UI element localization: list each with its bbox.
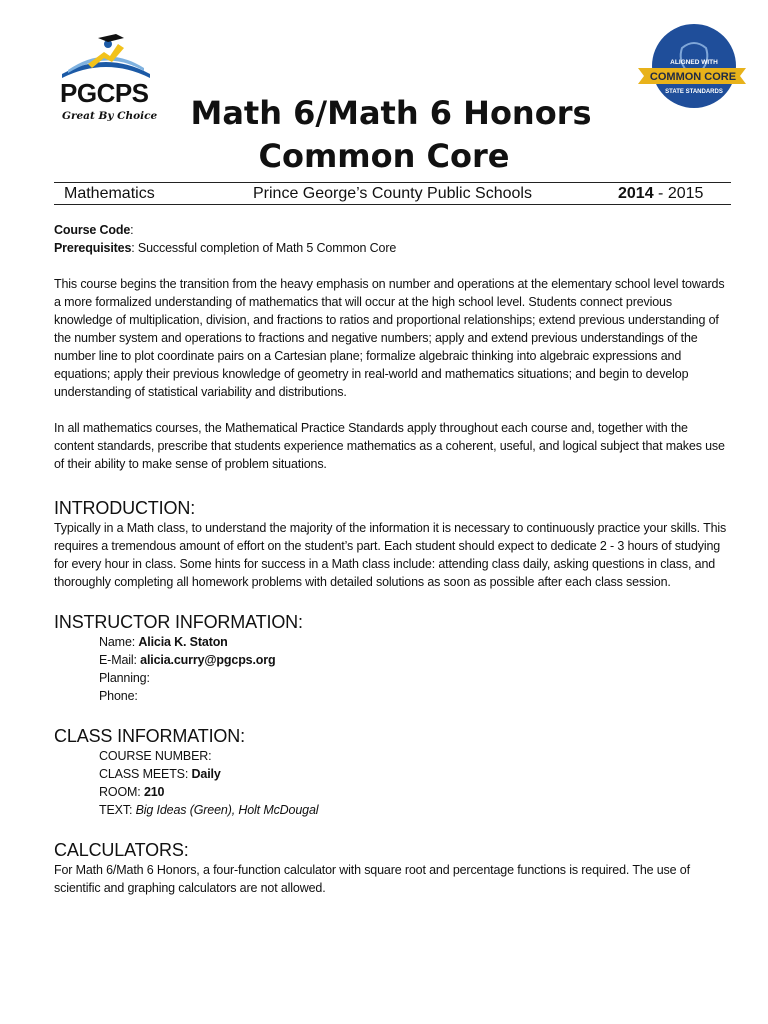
logo-acronym: PGCPS [60, 78, 149, 108]
year-start: 2014 [618, 185, 654, 202]
badge-line2: COMMON CORE [649, 71, 737, 83]
header-top-rule [54, 182, 731, 183]
badge-line3: STATE STANDARDS [665, 89, 723, 95]
room-value: 210 [143, 785, 165, 799]
course-code-value: : [130, 223, 134, 237]
practice-standards: In all mathematics courses, the Mathematical Practice Standards apply throughout each course and, together with the content standards, prescribe that students experience mathematics as a coherent, useful, and logical subject that makes use of their ability to make sense of problem situations. [54, 421, 725, 471]
instructor-heading: INSTRUCTOR INFORMATION: [54, 612, 303, 632]
instructor-email: E-Mail: alicia.curry@pgcps.org [99, 653, 276, 667]
calculators-heading: CALCULATORS: [54, 840, 189, 860]
class-info-details [54, 747, 730, 819]
year-sep: - [653, 185, 668, 202]
textbook-value: Big Ideas (Green), Holt McDougal [135, 803, 319, 817]
title-line2: Common Core [258, 137, 510, 175]
header-district: Prince George’s County Public Schools [253, 185, 532, 202]
course-code-label: Course Code [54, 223, 131, 237]
calculators-text: For Math 6/Math 6 Honors, a four-function calculator with square root and percentage functions is required. The use of scientific and graphing calculators are not allowed. [54, 863, 690, 895]
year-end: 2015 [667, 185, 704, 202]
course-description: This course begins the transition from the heavy emphasis on number and operations at the elementary school level towards a more formalized understanding of mathematics that will occur at the high school level. Students connect previous knowledge of multiplication, division, and fractions to ratios and proportional relationships; extend previous understanding of the number system and operations to fractions and negative numbers; apply and extend previous understandings of the number line to plot coordinate pairs on a Cartesian plane; formalize algebraic thinking into algebraic expressions and equations; apply their previous knowledge of geometry in real-world and mathematics situations; and begin to develop understanding of statistical variability and distributions. [54, 277, 725, 399]
course-number: COURSE NUMBER: [99, 749, 212, 763]
prerequisites [54, 239, 730, 257]
class-meets-value: Daily [191, 767, 221, 781]
instructor-name-value: Alicia K. Staton [138, 635, 228, 649]
title-line1: Math 6/Math 6 Honors [190, 94, 592, 132]
room: ROOM: 210 [99, 785, 165, 799]
prereq-value: : Successful completion of Math 5 Common Core [131, 241, 397, 255]
page-title [0, 92, 768, 178]
instructor-details [54, 633, 730, 705]
instructor-phone: Phone: [99, 689, 138, 703]
textbook: TEXT: Big Ideas (Green), Holt McDougal [99, 803, 319, 817]
instructor-name: Name: Alicia K. Staton [99, 635, 228, 649]
instructor-planning: Planning: [99, 671, 150, 685]
logo-tagline: Great By Choice [62, 110, 158, 122]
header-subject: Mathematics [64, 185, 155, 202]
prereq-label: Prerequisites [54, 241, 132, 255]
course-code [54, 221, 730, 239]
header-year [618, 184, 703, 204]
introduction-text: Typically in a Math class, to understand the majority of the information it is necessary to continuously practice your skills. This requires a tremendous amount of effort on the student’s part. Each student should expect to dedicate 2 - 3 hours of studying for every hour in class. Some hints for success in a Math class include: attending class daily, asking questions in class, and thoroughly completing all homework problems with detailed solutions as soon as possible after each class session. [54, 521, 727, 589]
badge-line1: ALIGNED WITH [670, 59, 718, 66]
header-bottom-rule [54, 204, 731, 205]
graduate-figure-icon [58, 30, 154, 80]
header-row [54, 184, 731, 204]
course-content [54, 221, 730, 897]
class-info-heading: CLASS INFORMATION: [54, 726, 245, 746]
introduction-heading: INTRODUCTION: [54, 498, 196, 518]
class-meets: CLASS MEETS: Daily [99, 767, 221, 781]
instructor-email-value: alicia.curry@pgcps.org [140, 653, 276, 667]
